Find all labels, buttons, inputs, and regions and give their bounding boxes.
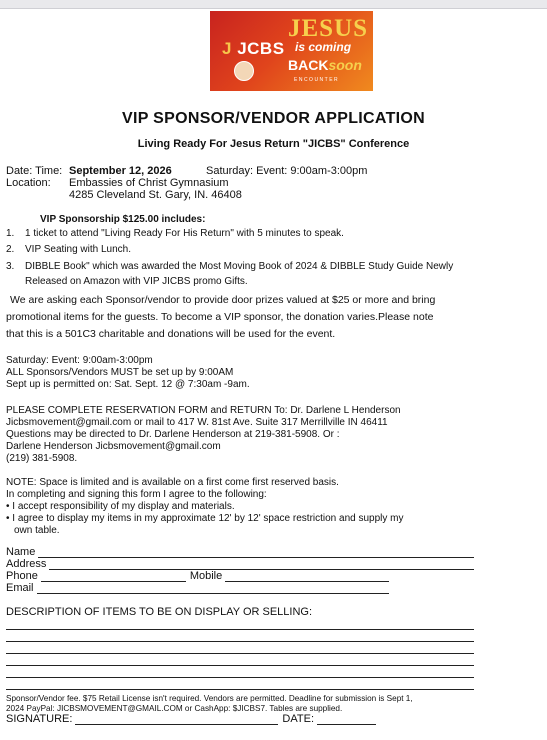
list-number: 3. — [6, 261, 15, 272]
list-item: 1 ticket to attend "Living Ready For His Return" with 5 minutes to speak. — [25, 228, 344, 239]
page-title: VIP SPONSOR/VENDOR APPLICATION — [122, 110, 425, 127]
description-heading: DESCRIPTION OF ITEMS TO BE ON DISPLAY OR SELLING: — [6, 606, 313, 618]
contact-line: Jicbsmovement@gmail.com or mail to 417 W. 81st Ave. Suite 317 Merrillville IN 46411 — [6, 417, 388, 428]
description-line[interactable] — [6, 689, 474, 690]
banner-headline: JESUS — [288, 15, 369, 42]
schedule-line: ALL Sponsors/Vendors MUST be set up by 9:00AM — [6, 367, 234, 378]
event-venue: Embassies of Christ Gymnasium — [69, 177, 229, 189]
conference-subtitle: Living Ready For Jesus Return "JICBS" Conference — [137, 138, 410, 150]
address-input-line[interactable] — [49, 559, 474, 570]
description-line[interactable] — [6, 641, 474, 642]
paragraph-line: promotional items for the guests. To become a VIP sponsor, the donation varies.Please note — [6, 311, 434, 323]
address-label: Address — [6, 558, 47, 570]
footer-line: Sponsor/Vendor fee. $75 Retail License isn't required. Vendors are permitted. Deadline for submission is Sept 1, — [6, 694, 413, 703]
jcbs-logo: J JCBS — [222, 39, 285, 58]
description-line[interactable] — [6, 677, 474, 678]
email-label: Email — [6, 582, 34, 594]
speaker-portrait — [234, 61, 254, 81]
phone-input-line[interactable] — [41, 571, 186, 582]
event-time: Saturday: Event: 9:00am-3:00pm — [206, 165, 368, 177]
name-label: Name — [6, 546, 36, 558]
contact-line: Questions may be directed to Dr. Darlene Henderson at 219-381-5908. Or : — [6, 429, 340, 440]
paragraph-line: We are asking each Sponsor/vendor to provide door prizes valued at $25 or more and bring — [10, 294, 436, 306]
email-field[interactable] — [6, 582, 389, 594]
schedule-line: Sept up is permitted on: Sat. Sept. 12 @ 7:30am -9am. — [6, 379, 250, 390]
date-label: Date: Time: — [6, 165, 63, 177]
paragraph-line: that this is a 501C3 charitable and donations will be used for the event. — [6, 328, 336, 340]
banner-fine-print — [254, 67, 255, 72]
signature-input-line[interactable] — [75, 714, 278, 725]
note-line: In completing and signing this form I agree to the following: — [6, 489, 267, 500]
note-bullet-continued: own table. — [14, 525, 60, 536]
phone-field[interactable] — [6, 570, 389, 582]
signature-field[interactable] — [6, 713, 376, 725]
event-address: 4285 Cleveland St. Gary, IN. 46408 — [69, 189, 242, 201]
footer-line: 2024 PayPal: JICBSMOVEMENT@GMAIL.COM or CashApp: $JICBS7. Tables are supplied. — [6, 704, 343, 713]
list-item: DIBBLE Book" which was awarded the Most Moving Book of 2024 & DIBBLE Study Guide Newly — [25, 261, 454, 272]
sponsorship-heading: VIP Sponsorship $125.00 includes: — [40, 214, 206, 225]
date-input-line[interactable] — [317, 714, 376, 725]
note-bullet: • I agree to display my items in my approximate 12' by 12' space restriction and supply my — [6, 513, 404, 524]
name-input-line[interactable] — [38, 547, 474, 558]
email-input-line[interactable] — [37, 583, 389, 594]
name-field[interactable] — [6, 546, 474, 558]
description-line[interactable] — [6, 665, 474, 666]
event-date: September 12, 2026 — [69, 165, 172, 177]
phone-label: Phone — [6, 570, 38, 582]
contact-line: (219) 381-5908. — [6, 453, 78, 464]
list-item-continued: Released on Amazon with VIP JICBS promo Gifts. — [25, 276, 248, 287]
list-item: VIP Seating with Lunch. — [25, 244, 131, 255]
contact-line: Darlene Henderson Jicbsmovement@gmail.com — [6, 441, 221, 452]
schedule-line: Saturday: Event: 9:00am-3:00pm — [6, 355, 153, 366]
note-line: NOTE: Space is limited and is available on a first come first reserved basis. — [6, 477, 339, 488]
banner-encounter: ENCOUNTER — [294, 77, 340, 83]
date-field-label: DATE: — [282, 713, 314, 725]
contact-line: PLEASE COMPLETE RESERVATION FORM and RETURN To: Dr. Darlene L Henderson — [6, 405, 401, 416]
location-label: Location: — [6, 177, 51, 189]
note-bullet: • I accept responsibility of my display and materials. — [6, 501, 235, 512]
banner-back-soon: BACKsoon — [288, 57, 362, 73]
browser-top-bar — [0, 0, 547, 9]
mobile-label: Mobile — [189, 570, 223, 582]
list-number: 1. — [6, 228, 15, 239]
list-number: 2. — [6, 244, 15, 255]
signature-label: SIGNATURE: — [6, 713, 73, 725]
banner-tagline: is coming — [295, 40, 352, 54]
description-line[interactable] — [6, 629, 474, 630]
conference-banner-image — [210, 11, 373, 91]
address-field[interactable] — [6, 558, 474, 570]
mobile-input-line[interactable] — [225, 571, 389, 582]
description-line[interactable] — [6, 653, 474, 654]
